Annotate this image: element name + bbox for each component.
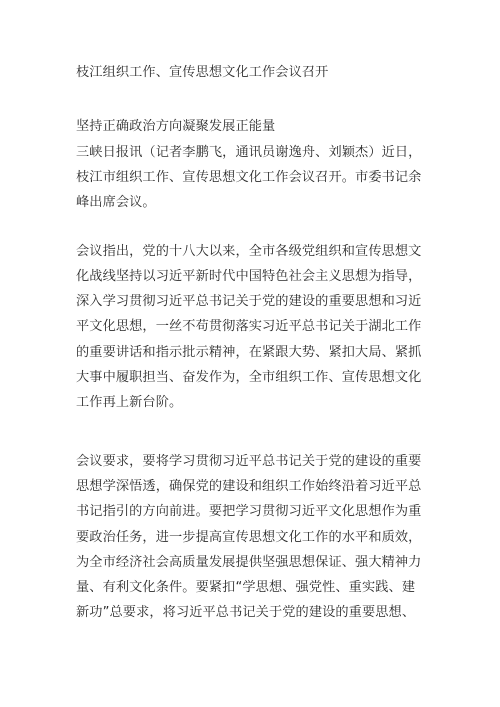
paragraph-line: 书记指引的方向前进。要把学习贯彻习近平文化思想作为重 xyxy=(76,504,422,519)
paragraph-line: 会议要求，要将学习贯彻习近平总书记关于党的建设的重要 xyxy=(76,454,422,469)
paragraph-line: 要政治任务，进一步提高宣传思想文化工作的水平和质效， xyxy=(76,530,422,545)
document-title: 枝江组织工作、宣传思想文化工作会议召开 xyxy=(76,65,329,80)
paragraph-line: 深入学习贯彻习近平总书记关于党的建设的重要思想和习近 xyxy=(76,294,422,309)
paragraph-line: 为全市经济社会高质量发展提供坚强思想保证、强大精神力 xyxy=(76,555,422,570)
byline-line: 枝江市组织工作、宣传思想文化工作会议召开。市委书记余 xyxy=(76,170,422,185)
byline-line: 三峡日报讯（记者李鹏飞，通讯员谢逸舟、刘颖杰）近日， xyxy=(76,145,422,160)
paragraph-line: 化战线坚持以习近平新时代中国特色社会主义思想为指导， xyxy=(76,269,422,284)
paragraph-line: 的重要讲话和指示批示精神，在紧跟大势、紧扣大局、紧抓 xyxy=(76,345,422,360)
paragraph-line: 大事中履职担当、奋发作为，全市组织工作、宣传思想文化 xyxy=(76,370,422,385)
paragraph-line: 会议指出，党的十八大以来，全市各级党组织和宣传思想文 xyxy=(76,244,422,259)
paragraph-line: 工作再上新台阶。 xyxy=(76,395,183,410)
byline-line: 峰出席会议。 xyxy=(76,195,156,210)
paragraph-line: 思想学深悟透，确保党的建设和组织工作始终沿着习近平总 xyxy=(76,479,422,494)
paragraph-line: 平文化思想，一丝不苟贯彻落实习近平总书记关于湖北工作 xyxy=(76,319,422,334)
article-headline: 坚持正确政治方向凝聚发展正能量 xyxy=(76,119,276,134)
paragraph-line: 量、有利文化条件。要紧扣“学思想、强党性、重实践、建 xyxy=(76,580,416,595)
paragraph-line: 新功”总要求，将习近平总书记关于党的建设的重要思想、 xyxy=(76,605,416,620)
